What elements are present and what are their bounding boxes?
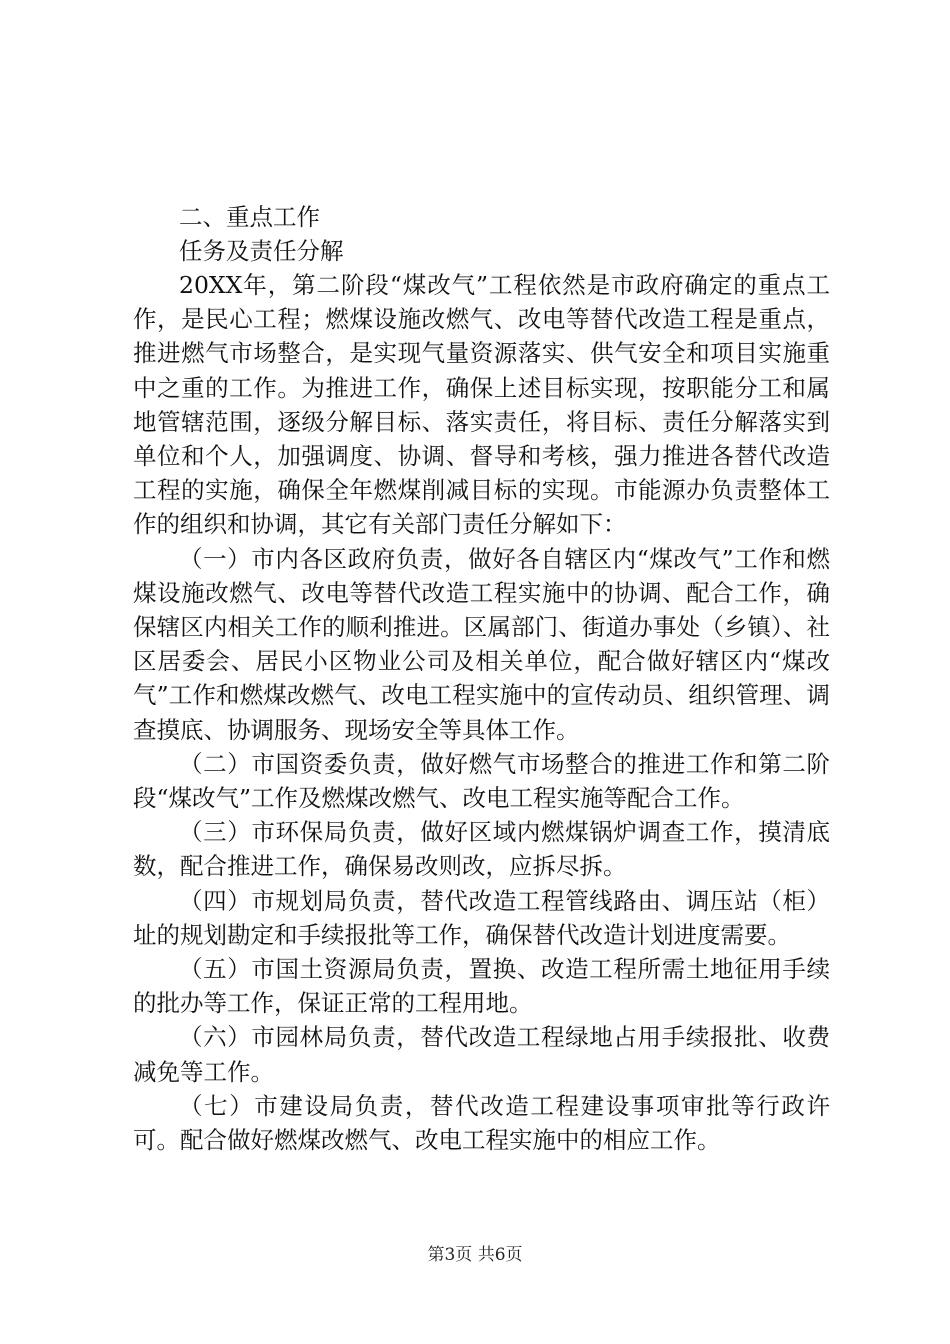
item-paragraph-1: （一）市内各区政府负责，做好各自辖区内“煤改气”工作和燃煤设施改燃气、改电等替代改造工程实施中的协调、配合工作，确保辖区内相关工作的顺利推进。区属部门、街道办事处（乡镇）、社区居委会、居民小区物业公司及相关单位，配合做好辖区内“煤改气”工作和燃煤改燃气、改电工程实施中的宣传动员、组织管理、调查摸底、协调服务、现场安全等具体工作。 <box>133 544 830 744</box>
intro-paragraph: 20XX年，第二阶段“煤改气”工程依然是市政府确定的重点工作，是民心工程；燃煤设施改燃气、改电等替代改造工程是重点，推进燃气市场整合，是实现气量资源落实、供气安全和项目实施重中之重的工作。为推进工作，确保上述目标实现，按职能分工和属地管辖范围，逐级分解目标、落实责任，将目标、责任分解落实到单位和个人，加强调度、协调、督导和考核，强力推进各替代改造工程的实施，确保全年燃煤削减目标的实现。市能源办负责整体工作的组织和协调，其它有关部门责任分解如下： <box>133 271 830 539</box>
document-body <box>133 200 830 1157</box>
item-paragraph-2: （二）市国资委负责，做好燃气市场整合的推进工作和第二阶段“煤改气”工作及燃煤改燃气、改电工程实施等配合工作。 <box>133 749 830 813</box>
page-number-footer: 第3页 共6页 <box>427 1245 523 1265</box>
item-paragraph-6: （六）市园林局负责，替代改造工程绿地占用手续报批、收费减免等工作。 <box>133 1023 830 1086</box>
item-paragraph-4: （四）市规划局负责，替代改造工程管线路由、调压站（柜）址的规划勘定和手续报批等工作，确保替代改造计划进度需要。 <box>133 886 830 949</box>
item-paragraph-3: （三）市环保局负责，做好区域内燃煤锅炉调查工作，摸清底数，配合推进工作，确保易改则改，应拆尽拆。 <box>133 818 830 881</box>
sub-heading: 任务及责任分解 <box>179 237 344 265</box>
section-heading: 二、重点工作 <box>179 203 320 231</box>
item-paragraph-7: （七）市建设局负责，替代改造工程建设事项审批等行政许可。配合做好燃煤改燃气、改电工程实施中的相应工作。 <box>133 1091 830 1155</box>
item-paragraph-5: （五）市国土资源局负责，置换、改造工程所需土地征用手续的批办等工作，保证正常的工程用地。 <box>133 955 830 1018</box>
